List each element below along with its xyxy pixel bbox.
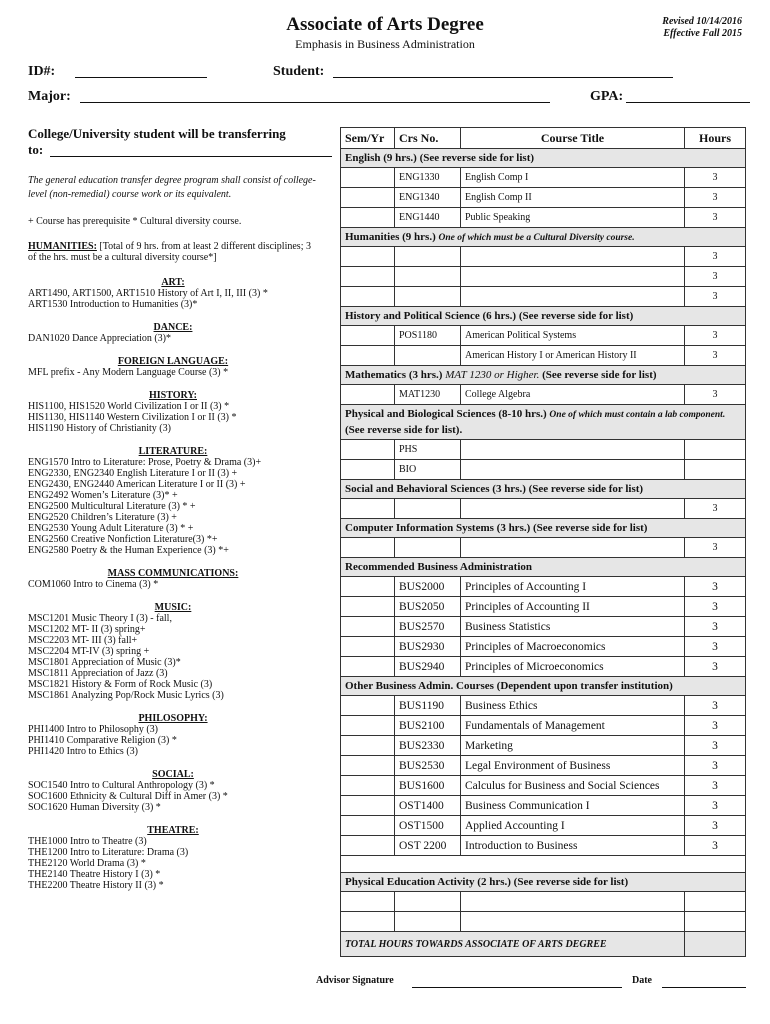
humanities-sections — [28, 277, 318, 891]
course-number-cell[interactable]: BUS1600 — [395, 776, 461, 796]
date-field[interactable] — [662, 987, 746, 988]
category-heading — [341, 405, 746, 440]
course-option: THE1200 Intro to Literature: Drama (3) — [28, 847, 189, 858]
course-title-cell[interactable]: English Comp II — [461, 188, 685, 208]
course-number-cell[interactable]: BUS2930 — [395, 637, 461, 657]
sem-yr-cell[interactable] — [341, 912, 395, 932]
table-row — [341, 460, 746, 480]
sem-yr-cell[interactable] — [341, 756, 395, 776]
hours-cell[interactable]: 3 — [685, 385, 746, 405]
course-title-cell[interactable]: Principles of Microeconomics — [461, 657, 685, 677]
course-option: THE1000 Intro to Theatre (3) — [28, 836, 147, 847]
category-row — [341, 558, 746, 577]
course-option: ENG1570 Intro to Literature: Prose, Poetry & Drama (3)+ — [28, 457, 262, 468]
table-row — [341, 736, 746, 756]
course-option: MFL prefix - Any Modern Language Course (3) * — [28, 367, 229, 378]
table-row — [341, 440, 746, 460]
category-title: Physical Education Activity (2 hrs.) (See reverse side for list) — [345, 876, 629, 888]
hours-cell[interactable]: 3 — [685, 696, 746, 716]
course-number-cell[interactable] — [395, 538, 461, 558]
course-number-cell[interactable]: BUS2100 — [395, 716, 461, 736]
discipline-section — [28, 713, 318, 757]
document-subtitle: Emphasis in Business Administration — [295, 37, 475, 51]
course-option: ENG2330, ENG2340 English Literature I or II (3) + — [28, 468, 238, 479]
category-row — [341, 677, 746, 696]
sem-yr-cell[interactable] — [341, 776, 395, 796]
blank-row — [341, 856, 746, 873]
table-row — [341, 657, 746, 677]
table-row — [341, 385, 746, 405]
discipline-heading: PHILOSOPHY: — [138, 713, 208, 724]
discipline-section — [28, 568, 318, 590]
sem-yr-cell[interactable] — [341, 188, 395, 208]
sem-yr-cell[interactable] — [341, 267, 395, 287]
hours-cell[interactable]: 3 — [685, 208, 746, 228]
hours-cell[interactable]: 3 — [685, 816, 746, 836]
category-row — [341, 480, 746, 499]
sem-yr-cell[interactable] — [341, 326, 395, 346]
discipline-heading: HISTORY: — [148, 390, 197, 401]
course-title-cell[interactable] — [461, 892, 685, 912]
course-number-cell[interactable] — [395, 247, 461, 267]
course-title-cell[interactable]: Marketing — [461, 736, 685, 756]
sem-yr-cell[interactable] — [341, 538, 395, 558]
course-title-cell[interactable]: Business Communication I — [461, 796, 685, 816]
course-title-cell[interactable] — [461, 460, 685, 480]
table-row — [341, 756, 746, 776]
category-note: MAT 1230 or Higher. — [445, 369, 540, 381]
course-title-cell[interactable]: Business Statistics — [461, 617, 685, 637]
sem-yr-cell[interactable] — [341, 287, 395, 307]
sem-yr-cell[interactable] — [341, 696, 395, 716]
course-option: ART1490, ART1500, ART1510 History of Art I, II, III (3) * — [28, 288, 268, 299]
course-title-cell[interactable] — [461, 499, 685, 519]
hours-cell[interactable] — [685, 892, 746, 912]
course-number-cell[interactable]: PHS — [395, 440, 461, 460]
course-option: MSC1801 Appreciation of Music (3)* — [28, 657, 181, 668]
revised-date: Revised 10/14/2016 — [662, 16, 742, 27]
course-option: MSC1821 History & Form of Rock Music (3) — [28, 679, 213, 690]
sem-yr-cell[interactable] — [341, 385, 395, 405]
course-number-cell[interactable] — [395, 287, 461, 307]
total-hours-cell[interactable] — [685, 932, 746, 957]
course-option: MSC1201 Music Theory I (3) - fall, — [28, 613, 172, 624]
discipline-heading: FOREIGN LANGUAGE: — [117, 356, 229, 367]
sem-yr-cell[interactable] — [341, 657, 395, 677]
transfer-to-field[interactable] — [50, 156, 332, 157]
hours-cell[interactable]: 3 — [685, 617, 746, 637]
hours-cell[interactable]: 3 — [685, 267, 746, 287]
table-row — [341, 208, 746, 228]
hours-cell[interactable]: 3 — [685, 836, 746, 856]
category-title: Mathematics (3 hrs.) — [345, 369, 446, 381]
category-row — [341, 149, 746, 168]
course-number-cell[interactable]: ENG1330 — [395, 168, 461, 188]
course-number-cell[interactable]: ENG1340 — [395, 188, 461, 208]
table-row — [341, 637, 746, 657]
category-note: One of which must contain a lab component. — [549, 409, 726, 420]
course-title-cell[interactable] — [461, 538, 685, 558]
course-number-cell[interactable] — [395, 499, 461, 519]
course-title-cell[interactable]: Principles of Accounting I — [461, 577, 685, 597]
discipline-heading: MUSIC: — [154, 602, 192, 613]
category-title: Other Business Admin. Courses (Dependent upon transfer institution) — [345, 680, 673, 692]
course-option: ART1530 Introduction to Humanities (3)* — [28, 299, 198, 310]
table-row — [341, 538, 746, 558]
course-option: ENG2430, ENG2440 American Literature I or II (3) + — [28, 479, 246, 490]
category-title: Social and Behavioral Sciences (3 hrs.) (See reverse side for list) — [345, 483, 644, 495]
table-row — [341, 326, 746, 346]
category-row — [341, 228, 746, 247]
course-title-cell[interactable]: College Algebra — [461, 385, 685, 405]
course-option: SOC1540 Intro to Cultural Anthropology (3) * — [28, 780, 215, 791]
category-title: Humanities (9 hrs.) — [345, 231, 439, 243]
program-note: The general education transfer degree program shall consist of college-level (non-remedial) course work or its equivalent. — [28, 175, 316, 200]
humanities-heading: HUMANITIES: — [28, 241, 97, 252]
course-number-cell[interactable]: BUS2530 — [395, 756, 461, 776]
hours-cell[interactable]: 3 — [685, 796, 746, 816]
symbol-legend: + Course has prerequisite * Cultural diversity course. — [28, 216, 242, 227]
discipline-section — [28, 322, 318, 344]
sem-yr-cell[interactable] — [341, 499, 395, 519]
category-row — [341, 519, 746, 538]
advisor-signature-field[interactable] — [412, 987, 622, 988]
table-row — [341, 892, 746, 912]
hours-cell[interactable]: 3 — [685, 346, 746, 366]
header-hours: Hours — [685, 128, 746, 149]
student-field[interactable] — [333, 77, 673, 78]
table-row — [341, 912, 746, 932]
sem-yr-cell[interactable] — [341, 346, 395, 366]
discipline-heading: SOCIAL: — [152, 769, 194, 780]
sem-yr-cell[interactable] — [341, 247, 395, 267]
gpa-field[interactable] — [626, 102, 750, 103]
effective-term: Effective Fall 2015 — [663, 28, 742, 39]
discipline-section — [28, 356, 318, 378]
hours-cell[interactable]: 3 — [685, 326, 746, 346]
course-number-cell[interactable]: OST1400 — [395, 796, 461, 816]
sem-yr-cell[interactable] — [341, 440, 395, 460]
humanities-intro — [28, 241, 318, 263]
id-field[interactable] — [75, 77, 207, 78]
course-title-cell[interactable] — [461, 287, 685, 307]
category-heading — [341, 873, 746, 892]
course-number-cell[interactable] — [395, 267, 461, 287]
course-title-cell[interactable]: Calculus for Business and Social Sciences — [461, 776, 685, 796]
course-option: MSC1861 Analyzing Pop/Rock Music Lyrics (3) — [28, 690, 224, 701]
course-option: PHI1420 Intro to Ethics (3) — [28, 746, 138, 757]
course-number-cell[interactable]: MAT1230 — [395, 385, 461, 405]
discipline-heading: LITERATURE: — [138, 446, 208, 457]
course-number-cell[interactable]: BIO — [395, 460, 461, 480]
course-title-cell[interactable] — [461, 247, 685, 267]
hours-cell[interactable]: 3 — [685, 637, 746, 657]
course-option: DAN1020 Dance Appreciation (3)* — [28, 333, 172, 344]
course-title-cell[interactable]: Applied Accounting I — [461, 816, 685, 836]
table-row — [341, 617, 746, 637]
course-option: ENG2580 Poetry & the Human Experience (3) *+ — [28, 545, 229, 556]
course-option: PHI1410 Comparative Religion (3) * — [28, 735, 177, 746]
course-option: ENG2500 Multicultural Literature (3) * + — [28, 501, 196, 512]
course-option: MSC2203 MT- III (3) fall+ — [28, 635, 138, 646]
header-course-title: Course Title — [461, 128, 685, 149]
hours-cell[interactable] — [685, 912, 746, 932]
hours-cell[interactable]: 3 — [685, 716, 746, 736]
sem-yr-cell[interactable] — [341, 597, 395, 617]
table-row — [341, 836, 746, 856]
course-number-cell[interactable]: OST1500 — [395, 816, 461, 836]
sem-yr-cell[interactable] — [341, 796, 395, 816]
table-row — [341, 247, 746, 267]
table-row — [341, 597, 746, 617]
category-heading — [341, 149, 746, 168]
course-option: SOC1600 Ethnicity & Cultural Diff in Amer (3) * — [28, 791, 228, 802]
course-option: HIS1190 History of Christianity (3) — [28, 423, 171, 434]
category-heading — [341, 677, 746, 696]
table-row — [341, 168, 746, 188]
header-sem-yr: Sem/Yr — [341, 128, 395, 149]
table-row — [341, 287, 746, 307]
table-row — [341, 776, 746, 796]
course-title-cell[interactable]: English Comp I — [461, 168, 685, 188]
course-title-cell[interactable]: Principles of Accounting II — [461, 597, 685, 617]
sem-yr-cell[interactable] — [341, 836, 395, 856]
sem-yr-cell[interactable] — [341, 208, 395, 228]
category-row — [341, 873, 746, 892]
course-option: ENG2492 Women’s Literature (3)* + — [28, 490, 178, 501]
date-label: Date — [632, 975, 652, 986]
transfer-label: College/University student will be transferring — [28, 126, 286, 141]
sem-yr-cell[interactable] — [341, 816, 395, 836]
course-option: SOC1620 Human Diversity (3) * — [28, 802, 161, 813]
major-field[interactable] — [80, 102, 550, 103]
table-header-row — [341, 128, 746, 149]
sem-yr-cell[interactable] — [341, 736, 395, 756]
hours-cell[interactable]: 3 — [685, 776, 746, 796]
header-crs-no: Crs No. — [395, 128, 461, 149]
hours-cell[interactable]: 3 — [685, 657, 746, 677]
course-option: ENG2560 Creative Nonfiction Literature(3) *+ — [28, 534, 218, 545]
transfer-to-label: to: — [28, 142, 44, 157]
left-column — [28, 126, 318, 891]
course-option: HIS1130, HIS1140 Western Civilization I or II (3) * — [28, 412, 237, 423]
total-hours-label: TOTAL HOURS TOWARDS ASSOCIATE OF ARTS DEGREE — [341, 932, 685, 957]
hours-cell[interactable]: 3 — [685, 597, 746, 617]
course-number-cell[interactable]: BUS2570 — [395, 617, 461, 637]
category-tail: (See reverse side for list) — [539, 369, 657, 381]
course-number-cell[interactable]: OST 2200 — [395, 836, 461, 856]
blank-cell — [341, 856, 746, 873]
category-heading — [341, 558, 746, 577]
sem-yr-cell[interactable] — [341, 168, 395, 188]
hours-cell[interactable] — [685, 460, 746, 480]
course-number-cell[interactable]: BUS2000 — [395, 577, 461, 597]
category-row — [341, 307, 746, 326]
hours-cell[interactable] — [685, 440, 746, 460]
course-title-cell[interactable] — [461, 912, 685, 932]
course-option: THE2200 Theatre History II (3) * — [28, 880, 164, 891]
discipline-section — [28, 769, 318, 813]
course-title-cell[interactable]: Legal Environment of Business — [461, 756, 685, 776]
course-table — [340, 127, 746, 957]
course-option: COM1060 Intro to Cinema (3) * — [28, 579, 159, 590]
table-row — [341, 696, 746, 716]
course-title-cell[interactable]: Public Speaking — [461, 208, 685, 228]
table-row — [341, 716, 746, 736]
discipline-heading: DANCE: — [153, 322, 193, 333]
discipline-section — [28, 446, 318, 556]
category-tail: (See reverse side for list). — [345, 423, 463, 436]
table-row — [341, 816, 746, 836]
course-title-cell[interactable]: Principles of Macroeconomics — [461, 637, 685, 657]
sem-yr-cell[interactable] — [341, 892, 395, 912]
course-number-cell[interactable]: BUS2940 — [395, 657, 461, 677]
course-option: ENG2520 Children’s Literature (3) + — [28, 512, 177, 523]
category-title: Computer Information Systems (3 hrs.) (See reverse side for list) — [345, 522, 648, 534]
major-label: Major: — [28, 89, 71, 104]
revision-info — [662, 16, 742, 40]
hours-cell[interactable]: 3 — [685, 577, 746, 597]
category-row — [341, 366, 746, 385]
advisor-signature-label: Advisor Signature — [316, 975, 394, 986]
discipline-heading: ART: — [161, 277, 185, 288]
course-number-cell[interactable] — [395, 892, 461, 912]
course-option: THE2120 World Drama (3) * — [28, 858, 146, 869]
id-label: ID#: — [28, 64, 56, 79]
category-title: Physical and Biological Sciences (8-10 hrs.) — [345, 407, 550, 420]
course-option: MSC1202 MT- II (3) spring+ — [28, 624, 146, 635]
discipline-section — [28, 825, 318, 891]
sem-yr-cell[interactable] — [341, 637, 395, 657]
course-option: MSC1811 Appreciation of Jazz (3) — [28, 668, 168, 679]
course-number-cell[interactable]: BUS2050 — [395, 597, 461, 617]
category-title: English (9 hrs.) (See reverse side for list) — [345, 152, 535, 164]
table-row — [341, 796, 746, 816]
course-title-cell[interactable]: Fundamentals of Management — [461, 716, 685, 736]
document-title: Associate of Arts Degree — [286, 14, 484, 35]
course-title-cell[interactable]: American Political Systems — [461, 326, 685, 346]
course-number-cell[interactable]: BUS2330 — [395, 736, 461, 756]
sem-yr-cell[interactable] — [341, 577, 395, 597]
course-number-cell[interactable]: BUS1190 — [395, 696, 461, 716]
category-heading — [341, 307, 746, 326]
discipline-section — [28, 277, 318, 310]
gpa-label: GPA: — [590, 89, 624, 104]
hours-cell[interactable]: 3 — [685, 168, 746, 188]
total-hours-row — [341, 932, 746, 957]
table-row — [341, 346, 746, 366]
table-row — [341, 577, 746, 597]
category-heading — [341, 519, 746, 538]
hours-cell[interactable]: 3 — [685, 188, 746, 208]
course-option: PHI1400 Intro to Philosophy (3) — [28, 724, 158, 735]
category-heading — [341, 228, 746, 247]
category-heading — [341, 480, 746, 499]
course-title-cell[interactable]: Introduction to Business — [461, 836, 685, 856]
hours-cell[interactable]: 3 — [685, 538, 746, 558]
course-option: THE2140 Theatre History I (3) * — [28, 869, 161, 880]
discipline-section — [28, 390, 318, 434]
course-title-cell[interactable] — [461, 267, 685, 287]
course-title-cell[interactable]: Business Ethics — [461, 696, 685, 716]
course-number-cell[interactable]: ENG1440 — [395, 208, 461, 228]
category-title: History and Political Science (6 hrs.) (See reverse side for list) — [345, 310, 634, 322]
discipline-heading: MASS COMMUNICATIONS: — [107, 568, 239, 579]
hours-cell[interactable]: 3 — [685, 736, 746, 756]
table-row — [341, 499, 746, 519]
course-title-cell[interactable] — [461, 440, 685, 460]
discipline-section — [28, 602, 318, 701]
hours-cell[interactable]: 3 — [685, 287, 746, 307]
table-row — [341, 267, 746, 287]
table-row — [341, 188, 746, 208]
category-note: One of which must be a Cultural Diversity course. — [438, 233, 635, 243]
hours-cell[interactable]: 3 — [685, 247, 746, 267]
course-number-cell[interactable] — [395, 346, 461, 366]
sem-yr-cell[interactable] — [341, 617, 395, 637]
hours-cell[interactable]: 3 — [685, 756, 746, 776]
humanities-text: [Total of 9 hrs. from at least 2 different disciplines; 3 of the hrs. must be a cultural diversity course*] — [28, 241, 311, 263]
transfer-to-row — [28, 142, 318, 160]
category-title: Recommended Business Administration — [345, 561, 533, 573]
course-option: ENG2530 Young Adult Literature (3) * + — [28, 523, 194, 534]
sem-yr-cell[interactable] — [341, 460, 395, 480]
course-option: HIS1100, HIS1520 World Civilization I or II (3) * — [28, 401, 230, 412]
course-number-cell[interactable]: POS1180 — [395, 326, 461, 346]
course-number-cell[interactable] — [395, 912, 461, 932]
course-title-cell[interactable]: American History I or American History II — [461, 346, 685, 366]
course-option: MSC2204 MT-IV (3) spring + — [28, 646, 150, 657]
category-row — [341, 405, 746, 440]
sem-yr-cell[interactable] — [341, 716, 395, 736]
hours-cell[interactable]: 3 — [685, 499, 746, 519]
discipline-heading: THEATRE: — [147, 825, 199, 836]
student-label: Student: — [273, 64, 325, 79]
category-heading — [341, 366, 746, 385]
